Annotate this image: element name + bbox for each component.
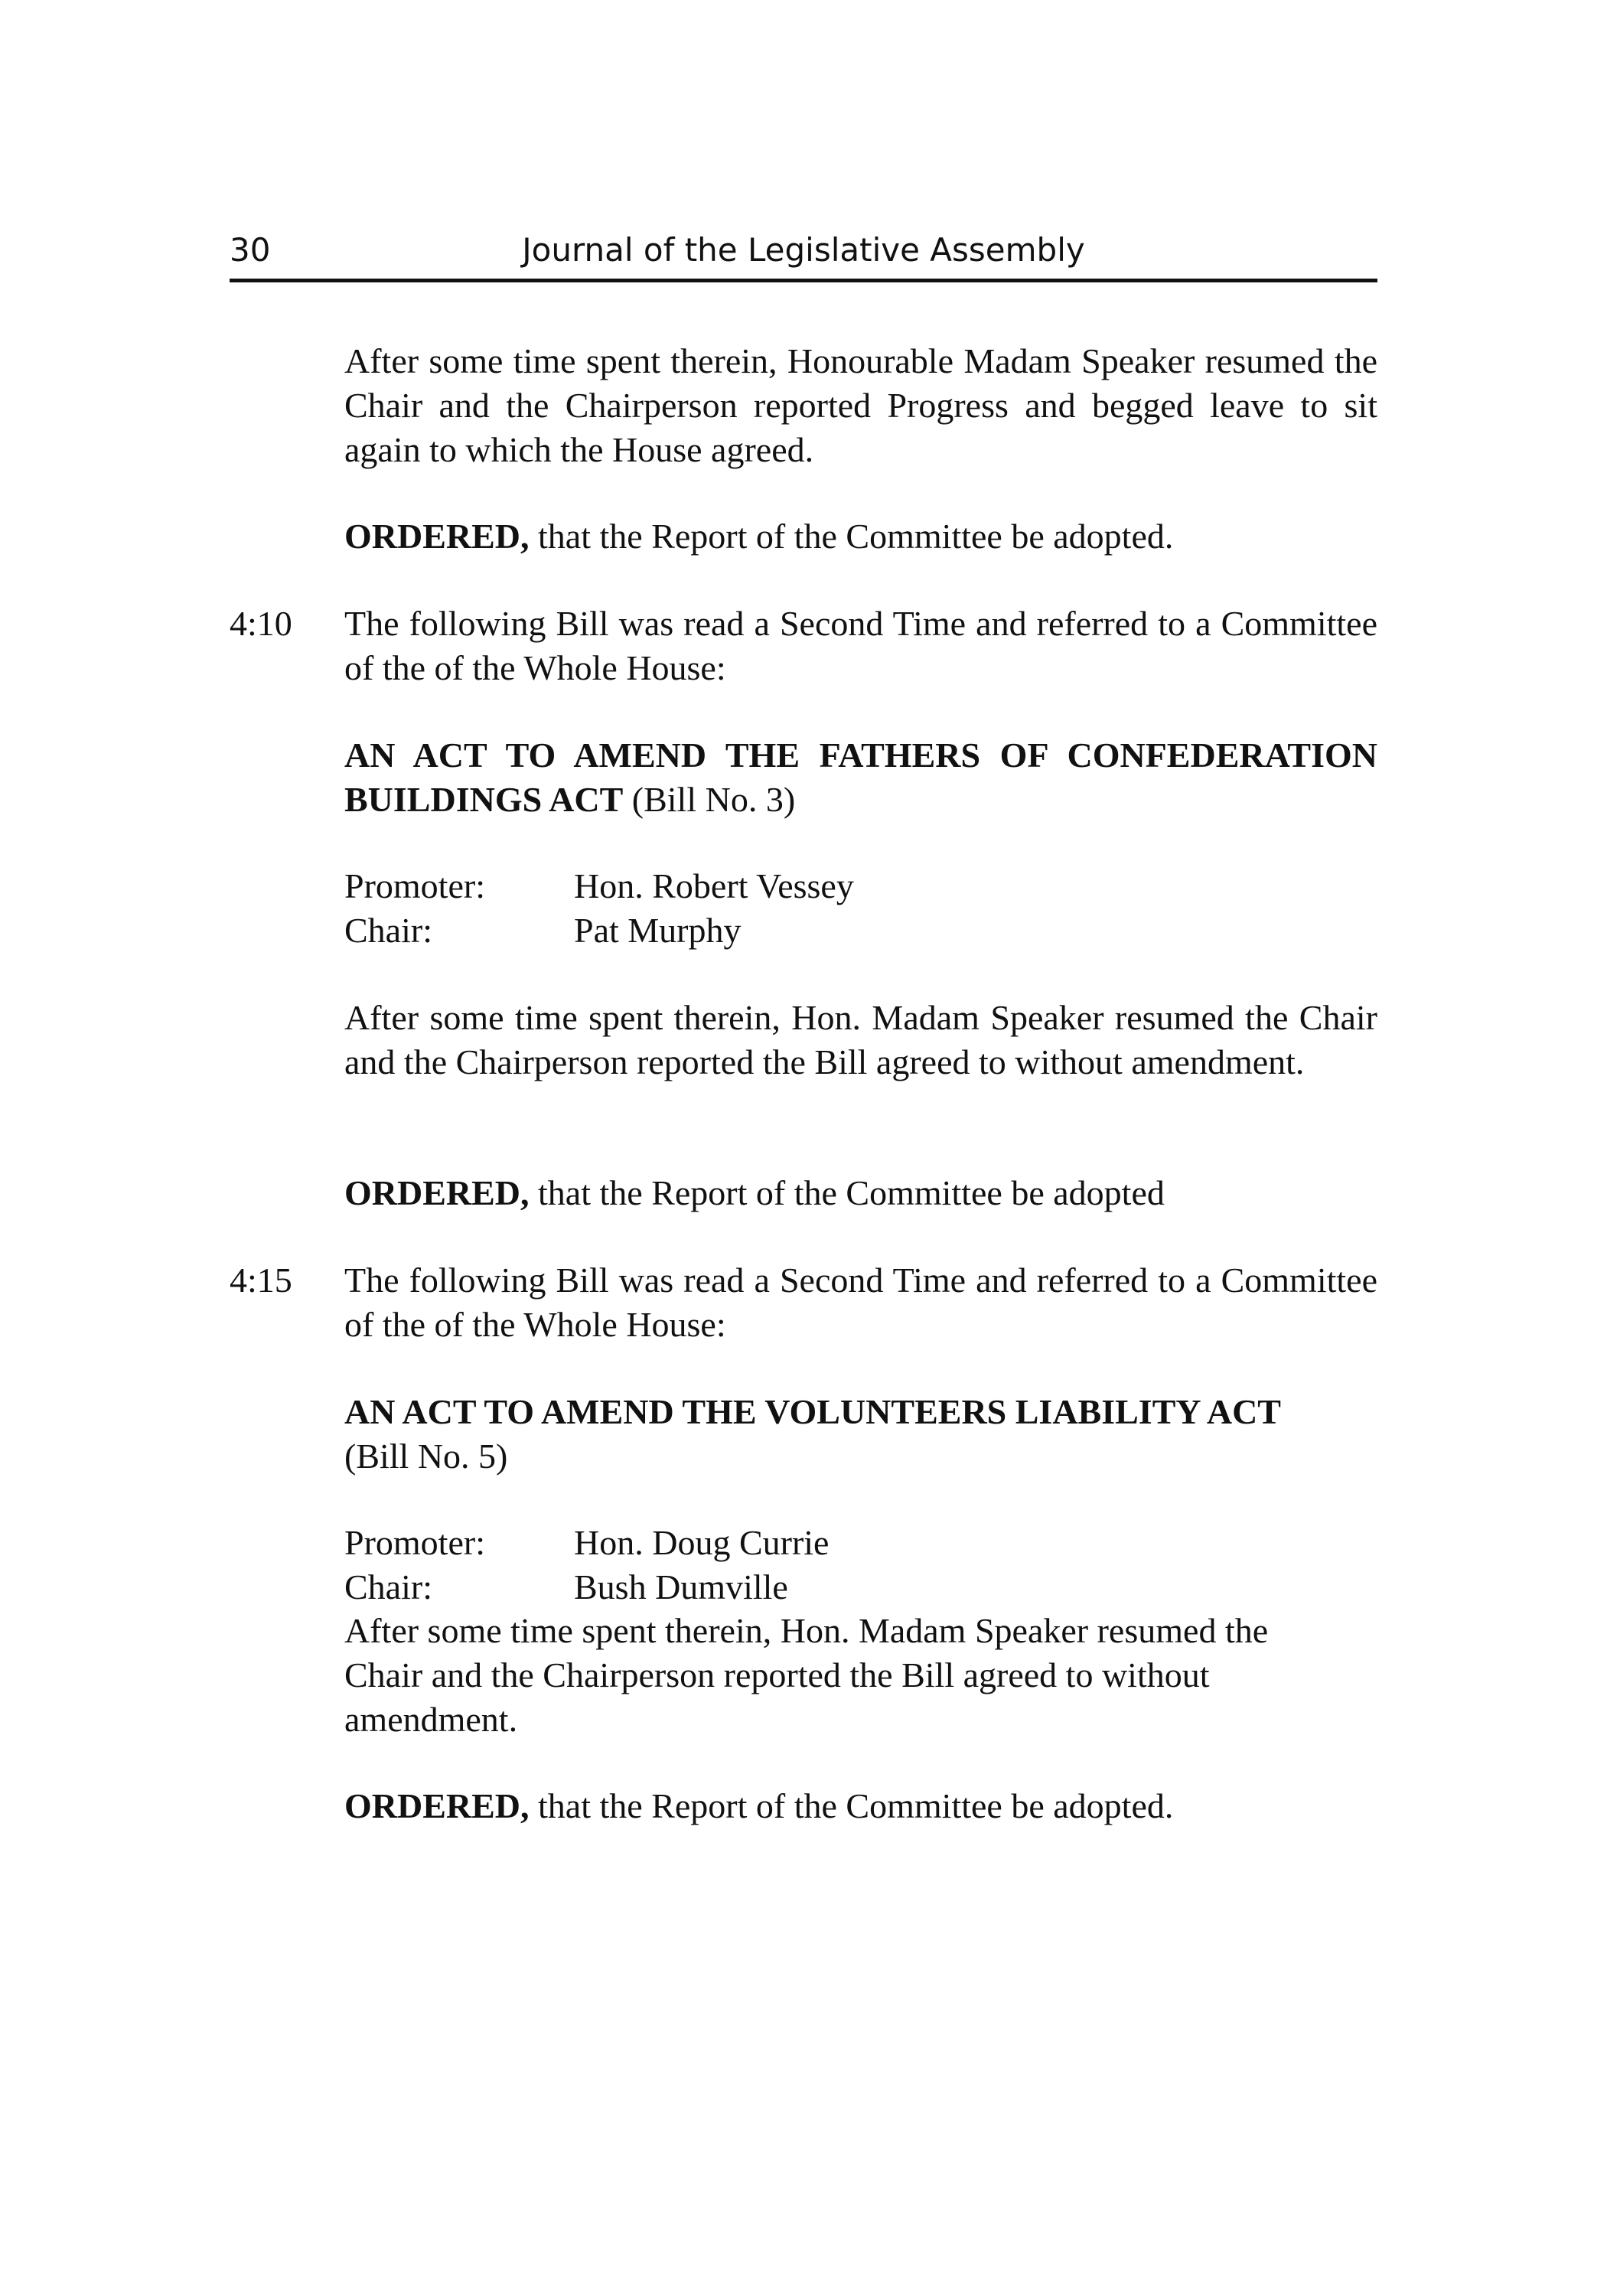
- bill-result-2: [344, 1609, 1377, 1742]
- result-line: amendment.: [344, 1700, 518, 1739]
- chair-row-1: [344, 908, 1377, 953]
- running-title: Journal of the Legislative Assembly: [522, 231, 1085, 269]
- promoter-row-1: [344, 864, 1377, 908]
- bill-result-1: After some time spent therein, Hon. Madam Speaker resumed the Chair and the Chairperson reported the Bill agreed to without amendment.: [344, 998, 1377, 1081]
- result-line: Chair and the Chairperson reported the Bill agreed to without: [344, 1655, 1210, 1694]
- chair-label: Chair:: [344, 1567, 432, 1606]
- page-header: [230, 223, 1377, 282]
- page-number: 30: [230, 231, 271, 269]
- bill-title-1: AN ACT TO AMEND THE FATHERS OF CONFEDERATION BUILDINGS ACT: [344, 735, 1377, 819]
- ordered-keyword: ORDERED,: [344, 517, 530, 556]
- ordered-text: that the Report of the Committee be adopted.: [529, 1786, 1174, 1825]
- promoter-name: Hon. Doug Currie: [574, 1523, 830, 1562]
- chair-row-2: [344, 1565, 1377, 1609]
- bill-number-1: (Bill No. 3): [623, 780, 796, 819]
- bill-title-2: AN ACT TO AMEND THE VOLUNTEERS LIABILITY ACT: [344, 1392, 1281, 1431]
- promoter-label: Promoter:: [344, 1523, 485, 1562]
- chair-label: Chair:: [344, 911, 432, 950]
- ordered-text: that the Report of the Committee be adopted: [529, 1173, 1165, 1212]
- ordered-keyword: ORDERED,: [344, 1173, 530, 1212]
- ordered-keyword: ORDERED,: [344, 1786, 530, 1825]
- intro-paragraph: After some time spent therein, Honourable Madam Speaker resumed the Chair and the Chairperson reported Progress and begged leave to sit again to which the House agreed.: [344, 341, 1377, 469]
- ordered-paragraph-2: [344, 1171, 1377, 1215]
- bill-heading-1: [344, 733, 1377, 822]
- time-stamp-1: 4:10: [230, 604, 292, 643]
- bill-heading-2: [344, 1390, 1377, 1479]
- promoter-name: Hon. Robert Vessey: [574, 866, 854, 905]
- ordered-paragraph-1: [344, 514, 1377, 559]
- promoter-label: Promoter:: [344, 866, 485, 905]
- bill-referral-2: The following Bill was read a Second Time and referred to a Committee of the of the Whole House:: [344, 1261, 1377, 1344]
- chair-name: Bush Dumville: [574, 1567, 788, 1606]
- ordered-paragraph-3: [344, 1784, 1377, 1828]
- promoter-row-2: [344, 1521, 1377, 1565]
- time-stamp-2: 4:15: [230, 1261, 292, 1300]
- chair-name: Pat Murphy: [574, 911, 742, 950]
- bill-referral-1: The following Bill was read a Second Time and referred to a Committee of the of the Whole House:: [344, 604, 1377, 687]
- result-line: After some time spent therein, Hon. Madam Speaker resumed the: [344, 1611, 1269, 1650]
- ordered-text: that the Report of the Committee be adopted.: [529, 517, 1174, 556]
- bill-number-2: (Bill No. 5): [344, 1437, 508, 1476]
